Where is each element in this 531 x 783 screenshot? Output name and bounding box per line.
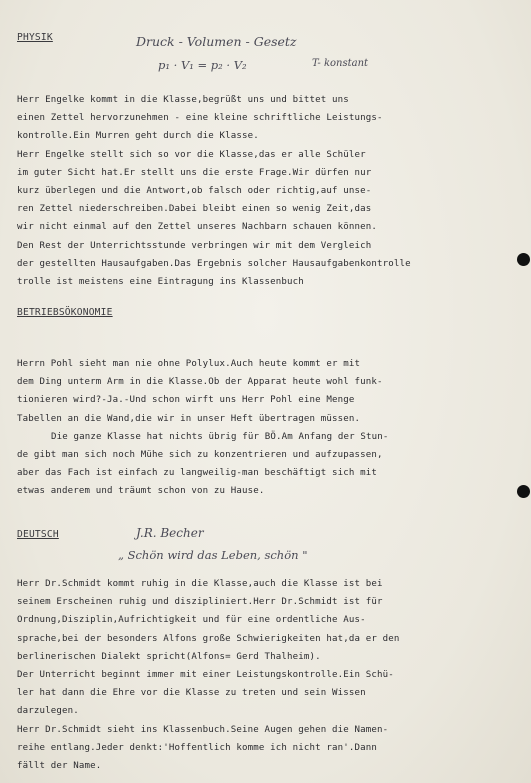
physik-formula: p₁ · V₁ = p₂ · V₂: [158, 58, 247, 72]
text-line: reihe entlang.Jeder denkt:'Hoffentlich komme ich nicht ran'.Dann: [17, 742, 377, 753]
deutsch-quote: „ Schön wird das Leben, schön ": [118, 548, 308, 562]
text-line: Die ganze Klasse hat nichts übrig für BÖ.Am Anfang der Stun-: [51, 431, 389, 442]
punch-hole: [517, 485, 530, 498]
text-line: trolle ist meistens eine Eintragung ins Klassenbuch: [17, 276, 304, 287]
betrieb-paragraph: [17, 355, 529, 501]
physik-paragraph: [17, 91, 529, 291]
text-line: Tabellen an die Wand,die wir in unser Heft übertragen müssen.: [17, 413, 361, 424]
text-line: berlinerischen Dialekt spricht(Alfons= Gerd Thalheim).: [17, 651, 321, 662]
deutsch-author: J.R. Becher: [136, 526, 204, 540]
text-line: Herr Dr.Schmidt sieht ins Klassenbuch.Seine Augen gehen die Namen-: [17, 724, 389, 735]
text-line: tionieren wird?-Ja.-Und schon wirft uns Herr Pohl eine Menge: [17, 395, 355, 406]
text-line: ren Zettel niederschreiben.Dabei bleibt einen so wenig Zeit,das: [17, 204, 372, 215]
punch-hole: [517, 253, 530, 266]
text-line: sprache,bei der besonders Alfons große Schwierigkeiten hat,da er den: [17, 633, 400, 644]
text-line: aber das Fach ist einfach zu langweilig-man beschäftigt sich mit: [17, 468, 377, 479]
text-line: kurz überlegen und die Antwort,ob falsch oder richtig,auf unse-: [17, 185, 372, 196]
text-line: fällt der Name.: [17, 760, 102, 771]
betrieb-heading: BETRIEBSÖKONOMIE: [17, 307, 113, 318]
text-line: seinem Erscheinen ruhig und diszipliniert.Herr Dr.Schmidt ist für: [17, 597, 383, 608]
text-line: etwas anderem und träumt schon von zu Hause.: [17, 486, 265, 497]
text-line: dem Ding unterm Arm in die Klasse.Ob der Apparat heute wohl funk-: [17, 377, 383, 388]
text-line: Ordnung,Disziplin,Aufrichtigkeit und für eine ordentliche Aus-: [17, 615, 366, 626]
text-line: einen Zettel hervorzunehmen - eine kleine schriftliche Leistungs-: [17, 113, 383, 124]
text-line: Den Rest der Unterrichtsstunde verbringen wir mit dem Vergleich: [17, 240, 372, 251]
text-line: Herrn Pohl sieht man nie ohne Polylux.Auch heute kommt er mit: [17, 359, 361, 369]
text-line: kontrolle.Ein Murren geht durch die Klasse.: [17, 131, 259, 142]
text-line: de gibt man sich noch Mühe sich zu konzentrieren und aufzupassen,: [17, 449, 383, 460]
deutsch-paragraph: [17, 575, 529, 775]
text-line: Herr Engelke kommt in die Klasse,begrüßt uns und bittet uns: [17, 95, 349, 105]
text-line: darzulegen.: [17, 706, 79, 717]
text-line: der gestellten Hausaufgaben.Das Ergebnis solcher Hausaufgabenkontrolle: [17, 258, 411, 269]
text-line: im guter Sicht hat.Er stellt uns die erste Frage.Wir dürfen nur: [17, 167, 372, 178]
text-line: Herr Dr.Schmidt kommt ruhig in die Klasse,auch die Klasse ist bei: [17, 579, 383, 589]
physik-heading: PHYSIK: [17, 32, 53, 43]
text-line: ler hat dann die Ehre vor die Klasse zu treten und sein Wissen: [17, 688, 366, 699]
text-line: Herr Engelke stellt sich so vor die Klasse,das er alle Schüler: [17, 149, 366, 160]
text-line: wir nicht einmal auf den Zettel unseres Nachbarn schauen können.: [17, 222, 377, 233]
physik-handwritten-title: Druck - Volumen - Gesetz: [136, 34, 297, 49]
text-line: Der Unterricht beginnt immer mit einer Leistungskontrolle.Ein Schü-: [17, 669, 394, 680]
deutsch-heading: DEUTSCH: [17, 529, 59, 540]
physik-constant-note: T- konstant: [312, 58, 369, 69]
